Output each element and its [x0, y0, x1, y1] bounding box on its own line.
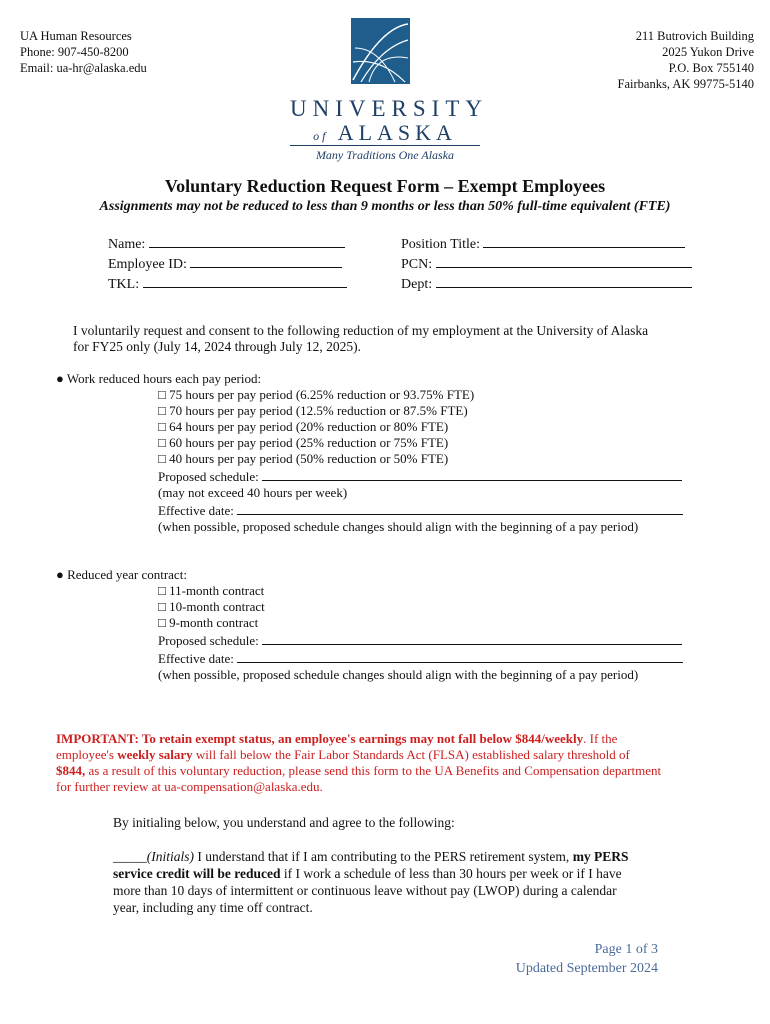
effective-date-note: (when possible, proposed schedule changes should align with the beginning of a pay period)	[158, 519, 639, 534]
logo-of: of	[313, 129, 329, 143]
contract-schedule-label: Proposed schedule:	[158, 633, 259, 648]
pers-bold-2: service credit will be reduced	[113, 866, 281, 881]
reduced-hours-heading: ● Work reduced hours each pay period:	[56, 371, 262, 386]
intro-paragraph	[73, 323, 648, 355]
important-bold: IMPORTANT: To retain exempt status, an employee's earnings may not fall below $844/weekly	[56, 731, 584, 746]
form-title: Voluntary Reduction Request Form – Exempt Employees	[164, 176, 606, 196]
option-9-month[interactable]: □ 9-month contract	[158, 615, 259, 630]
important-text-3: will fall below the Fair Labor Standards Act (FLSA) established salary threshold of	[192, 747, 630, 762]
logo-tagline: Many Traditions One Alaska	[315, 148, 455, 162]
important-weekly-salary: weekly salary	[117, 747, 193, 762]
pers-text-4: year, including any time off contract.	[113, 900, 313, 915]
name-field[interactable]	[149, 234, 345, 248]
hr-department: UA Human Resources	[20, 29, 132, 43]
logo-emblem	[351, 18, 410, 84]
address-line-street: 2025 Yukon Drive	[662, 45, 754, 59]
option-11-month[interactable]: □ 11-month contract	[158, 583, 265, 598]
reduced-year-heading: ● Reduced year contract:	[56, 567, 187, 582]
updated-date: Updated September 2024	[515, 961, 658, 976]
proposed-schedule-label: Proposed schedule:	[158, 469, 259, 484]
address-block	[618, 28, 754, 92]
hr-contact-block	[20, 28, 147, 76]
agreement-intro: By initialing below, you understand and agree to the following:	[113, 815, 455, 830]
important-threshold: $844,	[56, 763, 86, 778]
option-70-hours[interactable]: □ 70 hours per pay period (12.5% reduction or 87.5% FTE)	[158, 403, 468, 418]
pers-bold-1: my PERS	[572, 849, 629, 864]
employee-id-label: Employee ID:	[108, 257, 187, 272]
reduced-hours-options	[158, 387, 683, 535]
initials-blank[interactable]: _____	[113, 849, 147, 864]
employee-fields-right	[401, 234, 692, 294]
schedule-note: (may not exceed 40 hours per week)	[158, 485, 348, 500]
logo-wordmark-university: UNIVERSITY	[290, 96, 488, 121]
intro-line-1: I voluntarily request and consent to the following reduction of my employment at the University of Alaska	[73, 323, 649, 338]
page-number: Page 1 of 3	[594, 942, 658, 957]
effective-date-field[interactable]	[237, 501, 683, 515]
pers-text-3: more than 10 days of intermittent or continuous leave without pay (LWOP) during a calendar	[113, 883, 617, 898]
proposed-schedule-field[interactable]	[262, 467, 682, 481]
pers-initials-paragraph	[113, 848, 673, 916]
important-text-4: as a result of this voluntary reduction, please send this form to the UA Benefits and Compensation department	[85, 763, 662, 778]
initials-label: (Initials)	[146, 849, 194, 864]
dept-field[interactable]	[436, 274, 692, 288]
form-subtitle: Assignments may not be reduced to less than 9 months or less than 50% full-time equivalent (FTE)	[99, 199, 671, 214]
option-40-hours[interactable]: □ 40 hours per pay period (50% reduction or 50% FTE)	[158, 451, 449, 466]
dept-label: Dept:	[401, 277, 433, 292]
position-title-label: Position Title:	[401, 237, 480, 252]
option-64-hours[interactable]: □ 64 hours per pay period (20% reduction or 80% FTE)	[158, 419, 449, 434]
position-title-field[interactable]	[483, 234, 685, 248]
intro-line-2: for FY25 only (July 14, 2024 through July 12, 2025).	[73, 339, 361, 354]
important-text-5: for further review at ua-compensation@alaska.edu.	[56, 779, 323, 794]
effective-date-label: Effective date:	[158, 503, 234, 518]
tkl-field[interactable]	[143, 274, 347, 288]
logo-divider	[290, 145, 480, 146]
reduced-year-options	[158, 583, 683, 683]
logo-alaska-text: ALASKA	[337, 120, 457, 145]
address-line-city: Fairbanks, AK 99775-5140	[617, 77, 754, 91]
pcn-label: PCN:	[401, 257, 433, 272]
address-line-building: 211 Butrovich Building	[635, 29, 754, 43]
pers-text-2: if I work a schedule of less than 30 hours per week or if I have	[280, 866, 622, 881]
employee-fields-left	[108, 234, 347, 294]
contract-effective-field[interactable]	[237, 649, 683, 663]
contract-effective-note: (when possible, proposed schedule changes should align with the beginning of a pay period)	[158, 667, 639, 682]
contract-effective-label: Effective date:	[158, 651, 234, 666]
name-label: Name:	[108, 237, 146, 252]
pcn-field[interactable]	[436, 254, 692, 268]
hr-phone: Phone: 907-450-8200	[20, 45, 129, 59]
important-text-2: employee's	[56, 747, 118, 762]
option-75-hours[interactable]: □ 75 hours per pay period (6.25% reduction or 93.75% FTE)	[158, 387, 475, 402]
address-line-pobox: P.O. Box 755140	[668, 61, 754, 75]
important-notice	[56, 731, 716, 795]
employee-id-field[interactable]	[190, 254, 342, 268]
important-text-1: . If the	[583, 731, 618, 746]
hr-email: Email: ua-hr@alaska.edu	[20, 61, 147, 75]
logo-wordmark-alaska	[290, 120, 480, 146]
tkl-label: TKL:	[108, 277, 140, 292]
option-10-month[interactable]: □ 10-month contract	[158, 599, 265, 614]
option-60-hours[interactable]: □ 60 hours per pay period (25% reduction or 75% FTE)	[158, 435, 449, 450]
pers-text-1: I understand that if I am contributing to the PERS retirement system,	[194, 849, 573, 864]
contract-schedule-field[interactable]	[262, 631, 682, 645]
university-logo	[290, 18, 488, 168]
